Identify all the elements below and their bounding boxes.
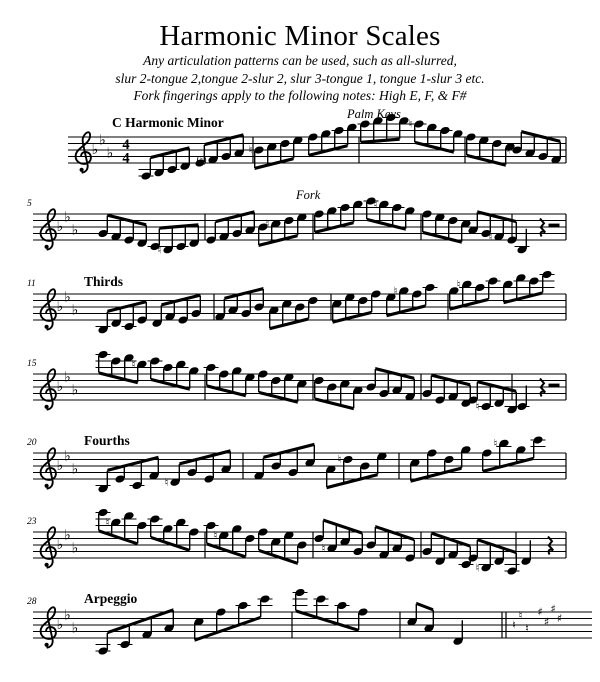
beamed-note-group [409, 445, 471, 483]
flat-icon: ♭ [71, 461, 79, 478]
beam [477, 210, 516, 223]
beamed-note-group [313, 519, 363, 557]
beam [107, 456, 158, 472]
natural-icon: ♮ [506, 143, 511, 157]
sharp-icon: ♯ [543, 615, 550, 629]
flat-icon: ♭ [64, 448, 71, 465]
flat-icon: ♭ [64, 607, 71, 624]
natural-icon: ♮ [525, 621, 529, 635]
treble-clef-icon [41, 527, 56, 567]
sharp-icon: ♯ [537, 605, 543, 619]
natural-icon: ♮ [157, 243, 162, 257]
beamed-note-group [409, 118, 464, 154]
flat-icon: ♭ [71, 302, 79, 319]
beam [270, 317, 309, 330]
beamed-note-group [148, 514, 200, 552]
beam [309, 144, 348, 157]
treble-clef-icon [41, 369, 56, 409]
beam [315, 397, 354, 410]
natural-icon: ♮ [512, 618, 516, 632]
beam [504, 291, 543, 304]
natural-icon: ♮ [248, 143, 253, 157]
treble-clef-icon [41, 607, 56, 647]
section-label: Fourths [84, 433, 130, 448]
beam [375, 367, 414, 380]
flat-icon: ♭ [56, 379, 64, 395]
natural-icon: ♮ [265, 217, 270, 231]
beam [150, 146, 189, 159]
time-signature [122, 137, 129, 167]
measure-number: 20 [27, 438, 37, 448]
beamed-note-group [467, 538, 519, 576]
annotation-label: Palm Keys [347, 107, 401, 121]
annotation-label: Fork [296, 188, 321, 202]
flat-icon: ♭ [71, 620, 79, 637]
beamed-note-group [421, 374, 471, 408]
sharp-icon: ♯ [556, 612, 563, 625]
beam [296, 609, 359, 632]
flat-icon: ♭ [56, 219, 64, 235]
natural-icon: ♮ [373, 197, 378, 211]
flat-icon: ♭ [64, 369, 71, 386]
section-label: C Harmonic Minor [112, 115, 224, 130]
quarter-note [520, 540, 531, 566]
treble-clef-icon [41, 448, 56, 488]
beamed-note-group [165, 449, 232, 489]
natural-icon: ♮ [164, 475, 169, 489]
beamed-note-group [325, 452, 387, 490]
beam [159, 223, 198, 229]
flat-icon: ♭ [106, 145, 114, 162]
beam [315, 221, 354, 234]
treble-clef-icon [41, 289, 56, 329]
beam [415, 141, 454, 154]
natural-icon: ♮ [488, 230, 493, 244]
beamed-note-group [96, 508, 150, 546]
time-numeral: 4 [122, 150, 130, 167]
subtitle-line-3: Fork fingerings apply to the following notes: High E, F, & F# [133, 88, 467, 103]
flat-icon: ♭ [71, 222, 79, 239]
beam [423, 231, 462, 244]
natural-icon: ♮ [337, 453, 342, 466]
natural-icon: ♮ [131, 357, 136, 371]
flat-icon: ♭ [56, 458, 64, 474]
beamed-note-group [96, 300, 148, 334]
beam [259, 391, 298, 404]
flat-icon: ♭ [64, 527, 71, 544]
staff-system-7 [0, 572, 600, 668]
beamed-note-group [249, 136, 304, 170]
measure-number: 23 [27, 517, 37, 527]
beam [263, 443, 314, 459]
beam [179, 449, 230, 465]
beam [411, 467, 462, 483]
flat-icon: ♭ [56, 299, 64, 315]
time-numeral: 4 [122, 137, 130, 153]
measure-number: 15 [27, 359, 37, 369]
beam [367, 218, 406, 231]
beam [431, 374, 470, 387]
beamed-note-group [365, 525, 415, 563]
beamed-note-group [253, 443, 315, 481]
beam [333, 311, 372, 324]
measure-number: 11 [27, 279, 36, 289]
flat-icon: ♭ [71, 382, 79, 399]
beamed-note-group [421, 532, 473, 570]
natural-icon: ♮ [475, 400, 480, 413]
flat-icon: ♭ [71, 540, 79, 557]
half-rest [549, 224, 560, 228]
natural-icon: ♮ [393, 284, 398, 298]
flat-icon: ♭ [99, 132, 106, 149]
beam [215, 210, 254, 223]
beamed-note-group [481, 435, 545, 473]
beamed-note-group [406, 602, 434, 633]
beamed-note-group [257, 527, 307, 565]
beam [259, 234, 298, 247]
sharp-icon: ♯ [550, 602, 556, 616]
beam [204, 133, 243, 146]
beam [477, 380, 516, 393]
section-label: Thirds [84, 274, 124, 289]
beam [521, 130, 560, 143]
flat-icon: ♭ [64, 209, 71, 226]
natural-icon: ♮ [105, 515, 110, 529]
beamed-note-group [151, 294, 201, 328]
beam [450, 298, 489, 311]
beam [207, 384, 246, 397]
beam [161, 294, 200, 307]
natural-icon: ♮ [493, 436, 498, 450]
natural-icon: ♮ [518, 608, 523, 622]
beamed-note-group [507, 130, 562, 164]
natural-icon: ♮ [321, 541, 326, 555]
natural-icon: ♮ [222, 303, 227, 317]
beamed-note-group [96, 350, 150, 384]
beam [327, 473, 378, 489]
natural-icon: ♮ [456, 277, 461, 291]
natural-icon: ♮ [213, 528, 218, 542]
treble-clef-icon [76, 132, 91, 172]
beam [416, 602, 433, 612]
flat-icon: ♭ [91, 142, 99, 158]
beam [224, 287, 263, 300]
beamed-note-group [257, 213, 307, 247]
subtitle-line-1: Any articulation patterns can be used, such as all-slurred, [143, 53, 457, 68]
measure-number: 28 [27, 597, 37, 607]
beamed-note-group [313, 200, 365, 234]
beam [107, 300, 146, 313]
subtitle-line-2: slur 2-tongue 2,tongue 2-slur 2, slur 3-tongue 1, tongue 1-slur 3 etc. [115, 70, 485, 86]
beam [99, 371, 138, 384]
beamed-note-group [204, 521, 256, 559]
beam [467, 154, 506, 167]
beam [107, 214, 146, 227]
section-label: Arpeggio [84, 591, 138, 606]
flat-icon: ♭ [56, 617, 64, 633]
beamed-note-group [307, 123, 359, 157]
natural-icon: ♮ [386, 383, 391, 397]
flat-icon: ♭ [56, 537, 64, 553]
beamed-note-group [214, 287, 264, 321]
beamed-note-group [96, 456, 160, 494]
natural-icon: ♮ [408, 117, 413, 131]
beamed-note-group [97, 214, 147, 248]
beam [387, 304, 426, 317]
beamed-note-group [365, 367, 415, 401]
beamed-note-group [501, 270, 555, 304]
page-title: Harmonic Minor Scales [159, 20, 441, 52]
treble-clef-icon [41, 209, 56, 249]
flat-icon: ♭ [64, 289, 71, 306]
quarter-note [452, 620, 463, 646]
beam [151, 378, 190, 391]
half-rest [549, 384, 560, 388]
natural-icon: (♮) [196, 155, 207, 167]
natural-icon: ♮ [475, 561, 480, 575]
measure-number: 5 [27, 199, 32, 209]
beam [255, 157, 294, 170]
